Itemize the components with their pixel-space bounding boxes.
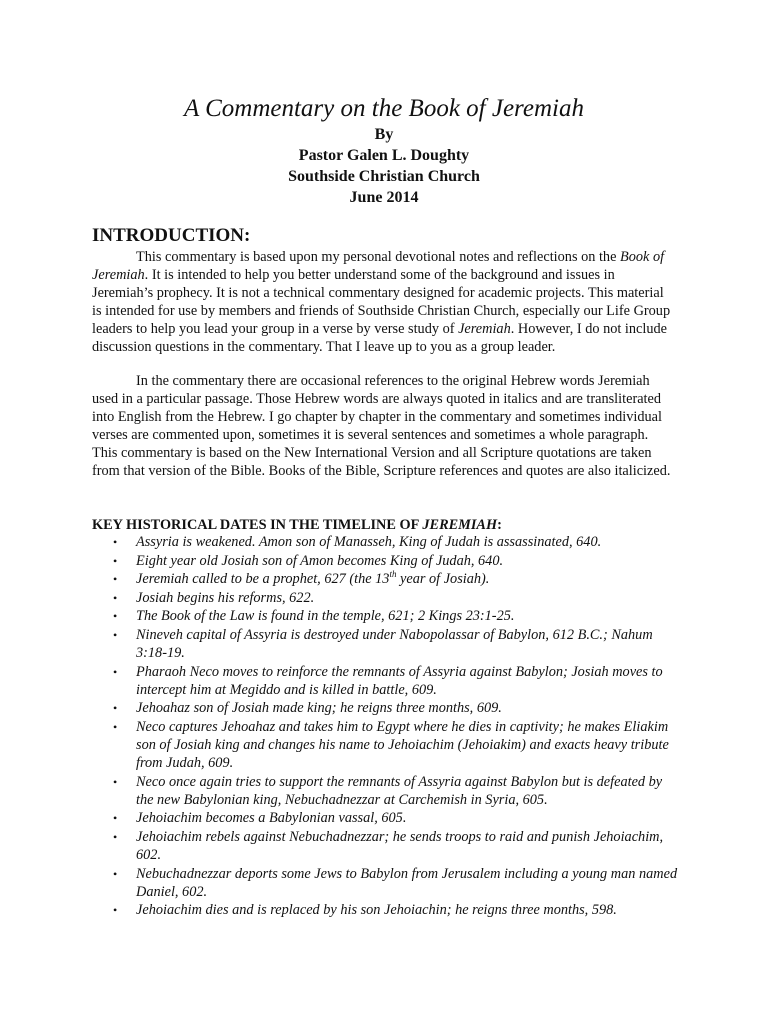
list-item xyxy=(92,589,682,607)
list-item-text: Nineveh capital of Assyria is destroyed under Nabopolassar of Babylon, 612 B.C.; Nahum 3:18-19. xyxy=(136,626,653,662)
timeline-heading-jeremiah: JEREMIAH xyxy=(422,517,498,533)
list-item xyxy=(92,828,682,864)
list-item xyxy=(92,663,682,699)
list-item-text: Jehoahaz son of Josiah made king; he reigns three months, 609. xyxy=(136,700,502,717)
list-item-text: Neco captures Jehoahaz and takes him to Egypt where he dies in captivity; he makes Eliakim son of Josiah king and changes his name to Jehoiachim (Jehoiakim) and exacts heavy tribute from Judah, 609. xyxy=(136,718,669,772)
intro-p1-text-e: . However, I do not include discussion questions in the commentary. That I leave up to you as a group leader. xyxy=(92,321,667,356)
bullet-icon: • xyxy=(113,701,118,716)
introduction-paragraph-1 xyxy=(92,248,674,357)
bullet-icon: • xyxy=(113,866,118,881)
list-item xyxy=(92,533,682,551)
list-item-text: Jehoiachim becomes a Babylonian vassal, 605. xyxy=(136,810,407,827)
list-item-text: Nebuchadnezzar deports some Jews to Babylon from Jerusalem including a young man named Daniel, 602. xyxy=(136,865,678,900)
list-item-text: Jehoiachim dies and is replaced by his son Jehoiachin; he reigns three months, 598. xyxy=(136,902,617,919)
bullet-icon: • xyxy=(113,903,118,918)
author-name: Pastor Galen L. Doughty xyxy=(298,147,470,164)
bullet-icon: • xyxy=(113,553,118,568)
list-item xyxy=(92,552,682,570)
church-name: Southside Christian Church xyxy=(288,168,480,185)
list-item xyxy=(92,773,682,809)
list-item xyxy=(92,809,682,827)
bullet-icon: • xyxy=(113,719,118,734)
list-item xyxy=(92,626,682,662)
list-item xyxy=(92,699,682,717)
intro-p1-text-a: This commentary is based upon my personal devotional notes and reflections on the xyxy=(136,249,620,265)
introduction-heading: INTRODUCTION: xyxy=(92,225,251,246)
list-item-text: Assyria is weakened. Amon son of Manasseh, King of Judah is assassinated, 640. xyxy=(136,534,602,550)
bullet-icon: • xyxy=(113,572,118,587)
list-item xyxy=(92,607,682,625)
ordinal-superscript: th xyxy=(389,569,397,580)
timeline-heading-colon: : xyxy=(497,517,502,533)
document-title: A Commentary on the Book of Jeremiah xyxy=(184,95,584,122)
list-item xyxy=(92,718,682,772)
timeline-heading-text: KEY HISTORICAL DATES IN THE TIMELINE OF xyxy=(92,517,423,533)
bullet-icon: • xyxy=(113,811,118,826)
publication-date: June 2014 xyxy=(349,189,419,206)
bullet-icon: • xyxy=(113,627,118,642)
intro-p1-text-c: . It is intended to help you better understand some of the background and issues in Jeremiah’s prophecy. It is not a technical commentary designed for academic projects. This material is intended for use by members and friends of Southside Christian Church, especially our Life Group leaders to help you lead your group in a verse by verse study of xyxy=(92,267,671,338)
list-item-text: Jehoiachim rebels against Nebuchadnezzar; he sends troops to raid and punish Jehoiachim, 602. xyxy=(136,829,664,864)
list-item-text: Jeremiah called to be a prophet, 627 (the 13 xyxy=(136,571,390,588)
intro-p1-jeremiah: Jeremiah xyxy=(458,321,511,338)
timeline-list xyxy=(92,533,682,920)
timeline-heading xyxy=(92,515,502,535)
introduction-paragraph-2: In the commentary there are occasional references to the original Hebrew words Jeremiah used in a particular passage. Those Hebrew words are always quoted in italics and are transliterated into English from the Hebrew. I go chapter by chapter in the commentary and sometimes individual verses are commented upon, sometimes it is several sentences and sometimes a whole paragraph. This commentary is based on the New International Version and all Scripture quotations are taken from that version of the Bible. Books of the Bible, Scripture references and quotes are also italicized. xyxy=(92,373,671,480)
bullet-icon: • xyxy=(113,590,118,605)
bullet-icon: • xyxy=(113,535,118,549)
list-item xyxy=(92,865,682,901)
list-item-text: Josiah begins his reforms, 622. xyxy=(136,589,315,606)
list-item-text: Neco once again tries to support the remnants of Assyria against Babylon but is defeated by the new Babylonian king, Nebuchadnezzar at Carchemish in Syria, 605. xyxy=(136,773,663,808)
intro-p1-book-title: Book of Jeremiah xyxy=(92,249,665,284)
byline: By xyxy=(374,126,394,143)
list-item-text: Pharaoh Neco moves to reinforce the remnants of Assyria against Babylon; Josiah moves to intercept him at Megiddo and is killed in battle, 609. xyxy=(136,663,663,698)
list-item-text-post: year of Josiah). xyxy=(396,571,490,588)
list-item-text: Eight year old Josiah son of Amon becomes King of Judah, 640. xyxy=(136,552,504,569)
list-item xyxy=(92,901,682,919)
list-item-text: The Book of the Law is found in the temple, 621; 2 Kings 23:1-25. xyxy=(136,608,515,625)
list-item xyxy=(92,570,682,588)
bullet-icon: • xyxy=(113,609,118,624)
bullet-icon: • xyxy=(113,830,118,844)
bullet-icon: • xyxy=(113,664,118,679)
bullet-icon: • xyxy=(113,774,118,789)
